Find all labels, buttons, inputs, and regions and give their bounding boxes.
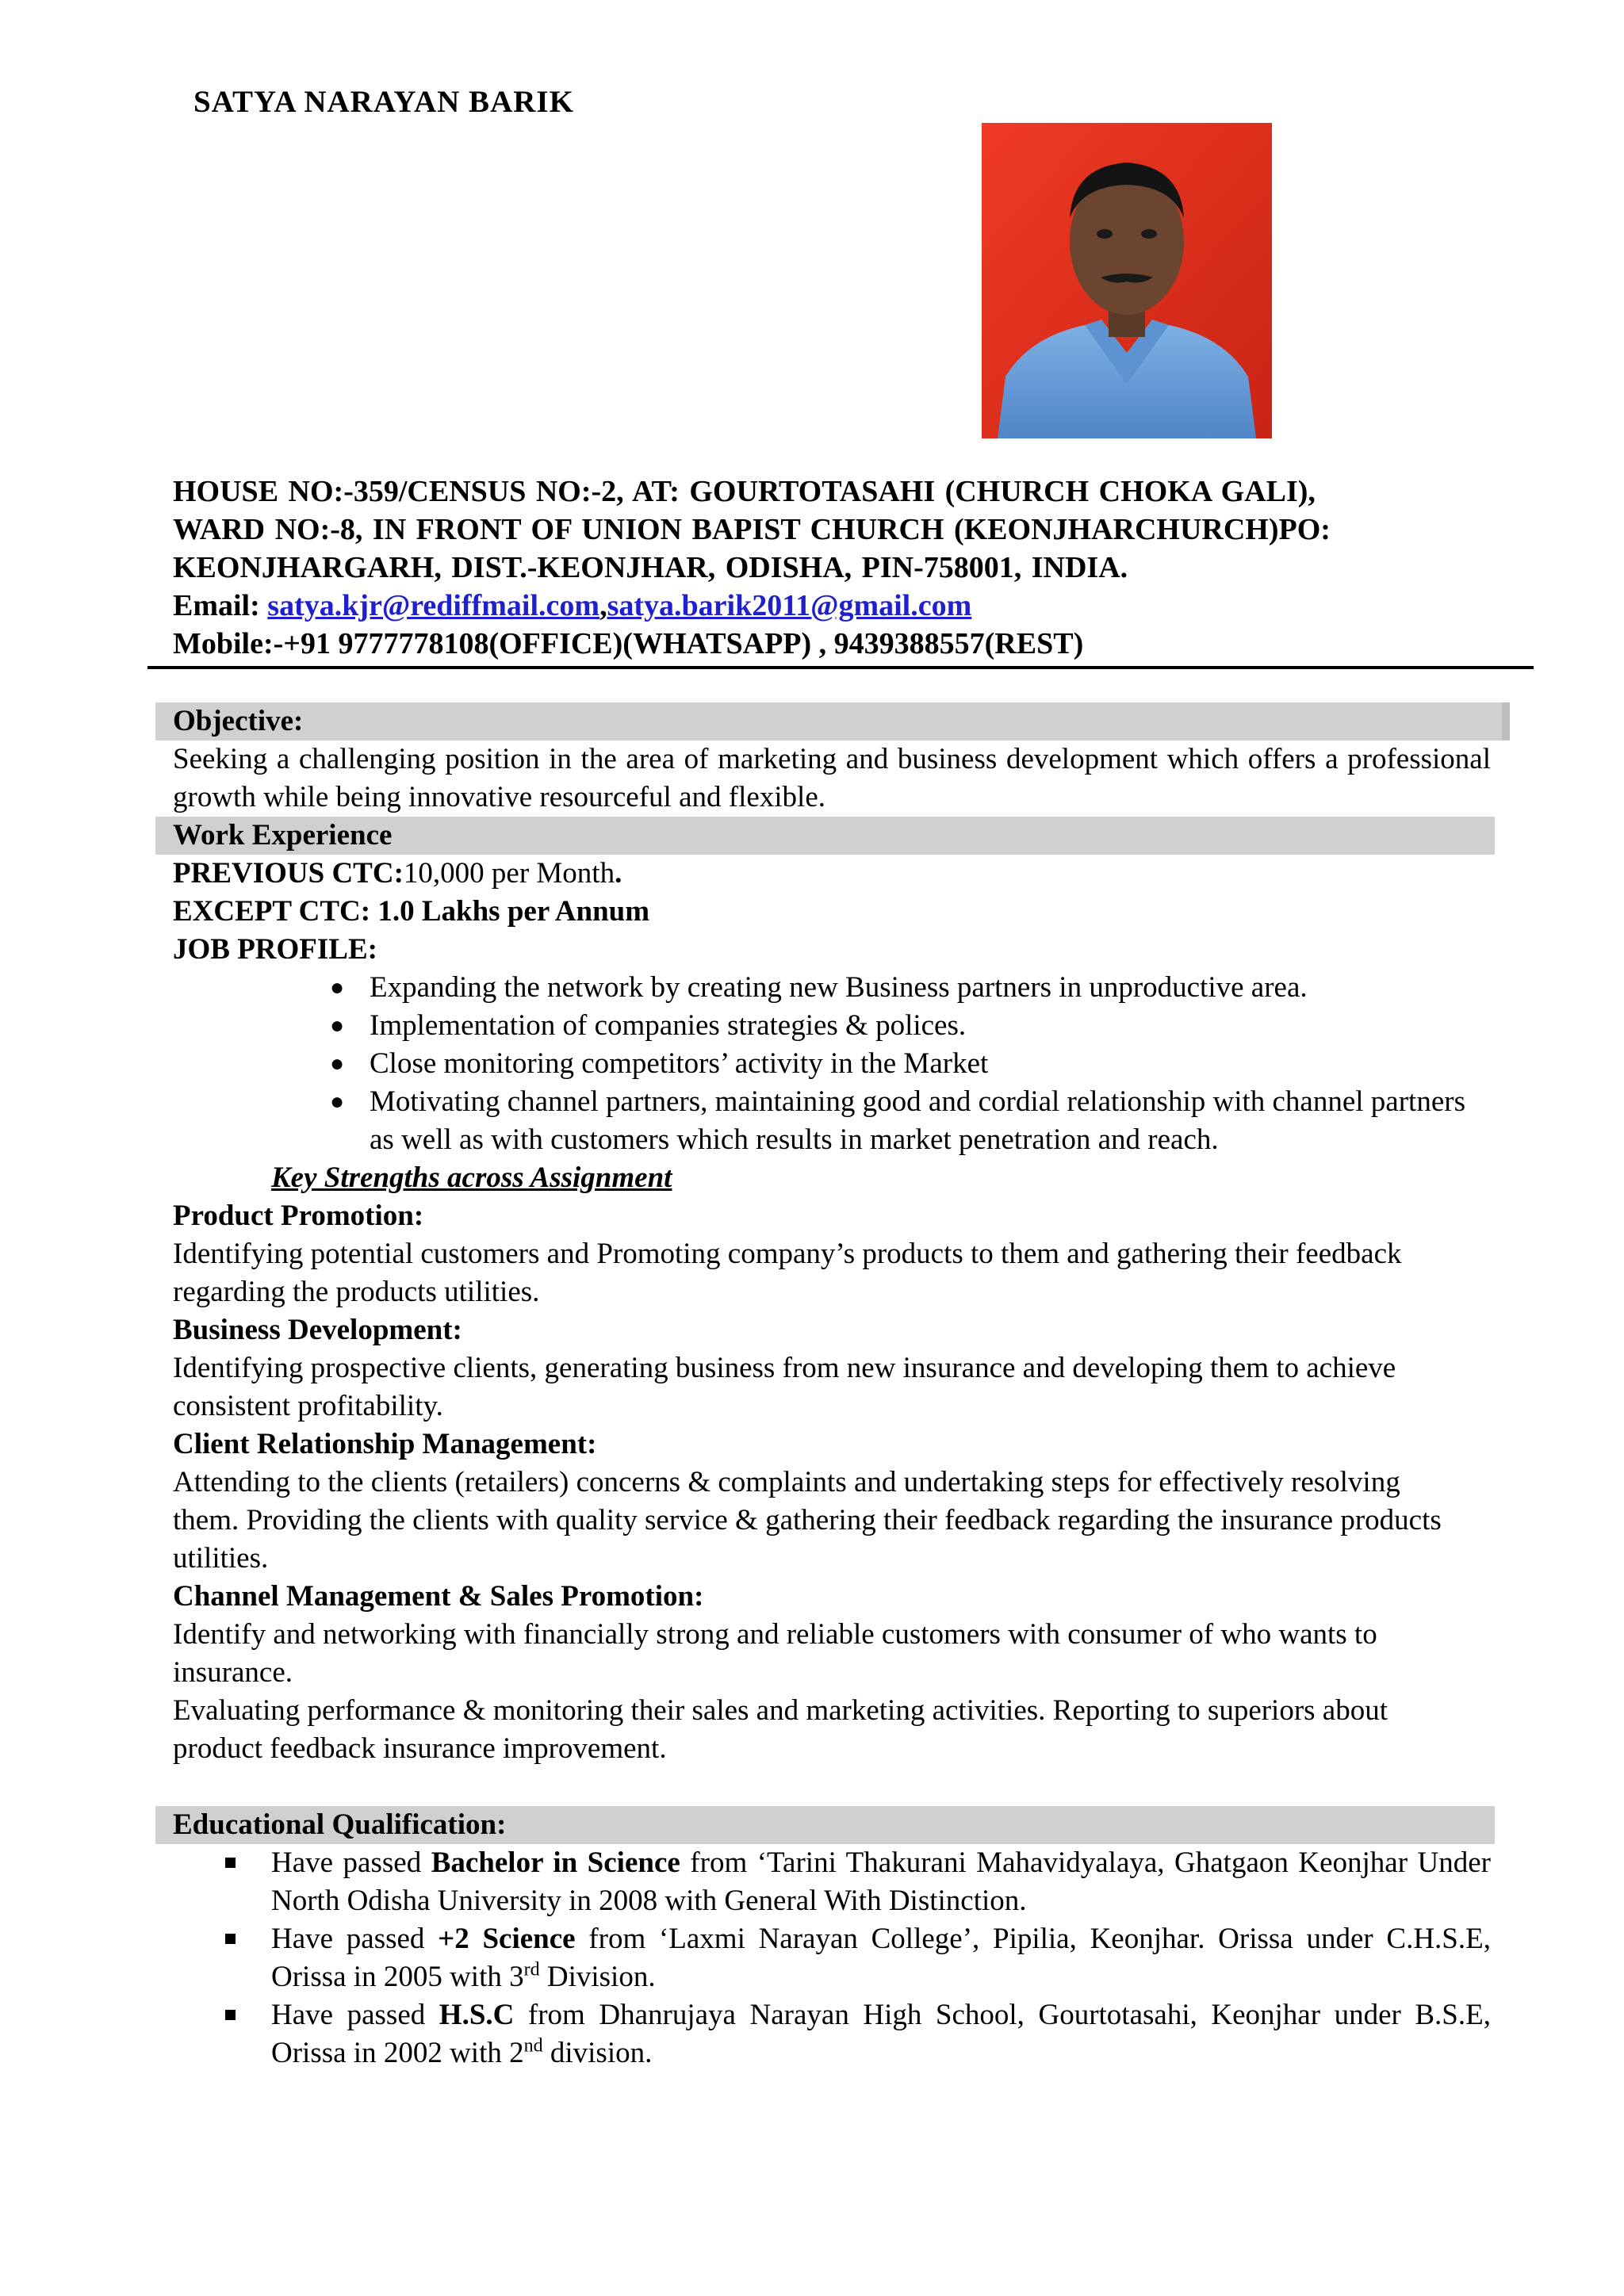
previous-ctc-end: . — [615, 857, 622, 890]
bullet-icon: ● — [330, 1012, 345, 1039]
client-relationship-heading: Client Relationship Management: — [173, 1428, 597, 1460]
email-separator: , — [599, 589, 607, 622]
channel-management-text-2: Evaluating performance & monitoring their sales and marketing activities. Reporting to superiors about product feedback insurance improvement. — [173, 1694, 1388, 1765]
previous-ctc-value: 10,000 per Month — [403, 857, 615, 890]
work-experience-heading: Work Experience — [155, 817, 1495, 855]
profile-photo-drawing — [982, 123, 1272, 438]
expected-ctc: EXCEPT CTC: 1.0 Lakhs per Annum — [173, 895, 650, 928]
square-bullet-icon — [225, 2010, 236, 2020]
product-promotion-text: Identifying potential customers and Promoting company’s products to them and gathering their feedback regarding the products utilities. — [173, 1238, 1402, 1308]
email-link-2[interactable]: satya.barik2011@gmail.com — [607, 589, 972, 622]
email-label: Email: — [173, 589, 260, 622]
list-item: ● Expanding the network by creating new Business partners in unproductive area. — [173, 969, 1491, 1007]
job-profile-label: JOB PROFILE: — [173, 933, 377, 966]
objective-text: Seeking a challenging position in the area of marketing and business development which offers a professional growth while being innovative resourceful and flexible. — [173, 743, 1491, 813]
business-development-heading: Business Development: — [173, 1314, 462, 1346]
address-line-3: KEONJHARGARH, DIST.-KEONJHAR, ODISHA, PIN-758001, INDIA. — [173, 551, 1128, 584]
education-heading: Educational Qualification: — [155, 1806, 1495, 1844]
mobile-line: Mobile:-+91 9777778108(OFFICE)(WHATSAPP) , 9439388557(REST) — [173, 627, 1084, 660]
resume-body — [173, 702, 1491, 2072]
key-strengths-title: Key Strengths across Assignment — [271, 1161, 672, 1194]
address-line-2: WARD NO:-8, IN FRONT OF UNION BAPIST CHURCH (KEONJHARCHURCH)PO: — [173, 513, 1331, 546]
bullet-icon: ● — [330, 974, 345, 1001]
list-item: ● Close monitoring competitors’ activity in the Market — [173, 1045, 1491, 1083]
list-item: Have passed H.S.C from Dhanrujaya Narayan High School, Gourtotasahi, Keonjhar under B.S.E, Orissa in 2002 with 2nd division. — [173, 1996, 1491, 2072]
square-bullet-icon — [225, 1934, 236, 1944]
bullet-icon: ● — [330, 1050, 345, 1077]
list-item: ● Implementation of companies strategies & polices. — [173, 1007, 1491, 1045]
product-promotion-heading: Product Promotion: — [173, 1200, 424, 1232]
email-link-1[interactable]: satya.kjr@rediffmail.com — [267, 589, 600, 622]
header-divider — [147, 666, 1534, 669]
list-item: Have passed +2 Science from ‘Laxmi Narayan College’, Pipilia, Keonjhar. Orissa under C.H.S.E, Orissa in 2005 with 3rd Division. — [173, 1920, 1491, 1996]
objective-heading: Objective: — [155, 702, 1510, 740]
channel-management-heading: Channel Management & Sales Promotion: — [173, 1580, 704, 1613]
address-line-1: HOUSE NO:-359/CENSUS NO:-2, AT: GOURTOTASAHI (CHURCH CHOKA GALI), — [173, 475, 1316, 508]
bullet-icon: ● — [330, 1089, 345, 1115]
square-bullet-icon — [225, 1858, 236, 1868]
client-relationship-text: Attending to the clients (retailers) concerns & complaints and undertaking steps for effectively resolving them. Providing the clients with quality service & gathering their feedback regarding the insurance products utilities. — [173, 1466, 1442, 1575]
list-item: Have passed Bachelor in Science from ‘Tarini Thakurani Mahavidyalaya, Ghatgaon Keonjhar Under North Odisha University in 2008 with General With Distinction. — [173, 1844, 1491, 1920]
candidate-name: SATYA NARAYAN BARIK — [193, 85, 574, 119]
education-list — [173, 1844, 1491, 2072]
previous-ctc-label: PREVIOUS CTC: — [173, 857, 404, 890]
contact-header — [173, 473, 1521, 663]
business-development-text: Identifying prospective clients, generating business from new insurance and developing them to achieve consistent profitability. — [173, 1352, 1396, 1422]
channel-management-text-1: Identify and networking with financially strong and reliable customers with consumer of who wants to insurance. — [173, 1618, 1377, 1689]
job-profile-list — [173, 969, 1491, 1159]
previous-ctc — [173, 855, 1491, 893]
profile-photo — [982, 123, 1272, 438]
email-line — [173, 587, 1521, 625]
list-item: ● Motivating channel partners, maintaining good and cordial relationship with channel partners as well as with customers which results in market penetration and reach. — [173, 1083, 1491, 1159]
